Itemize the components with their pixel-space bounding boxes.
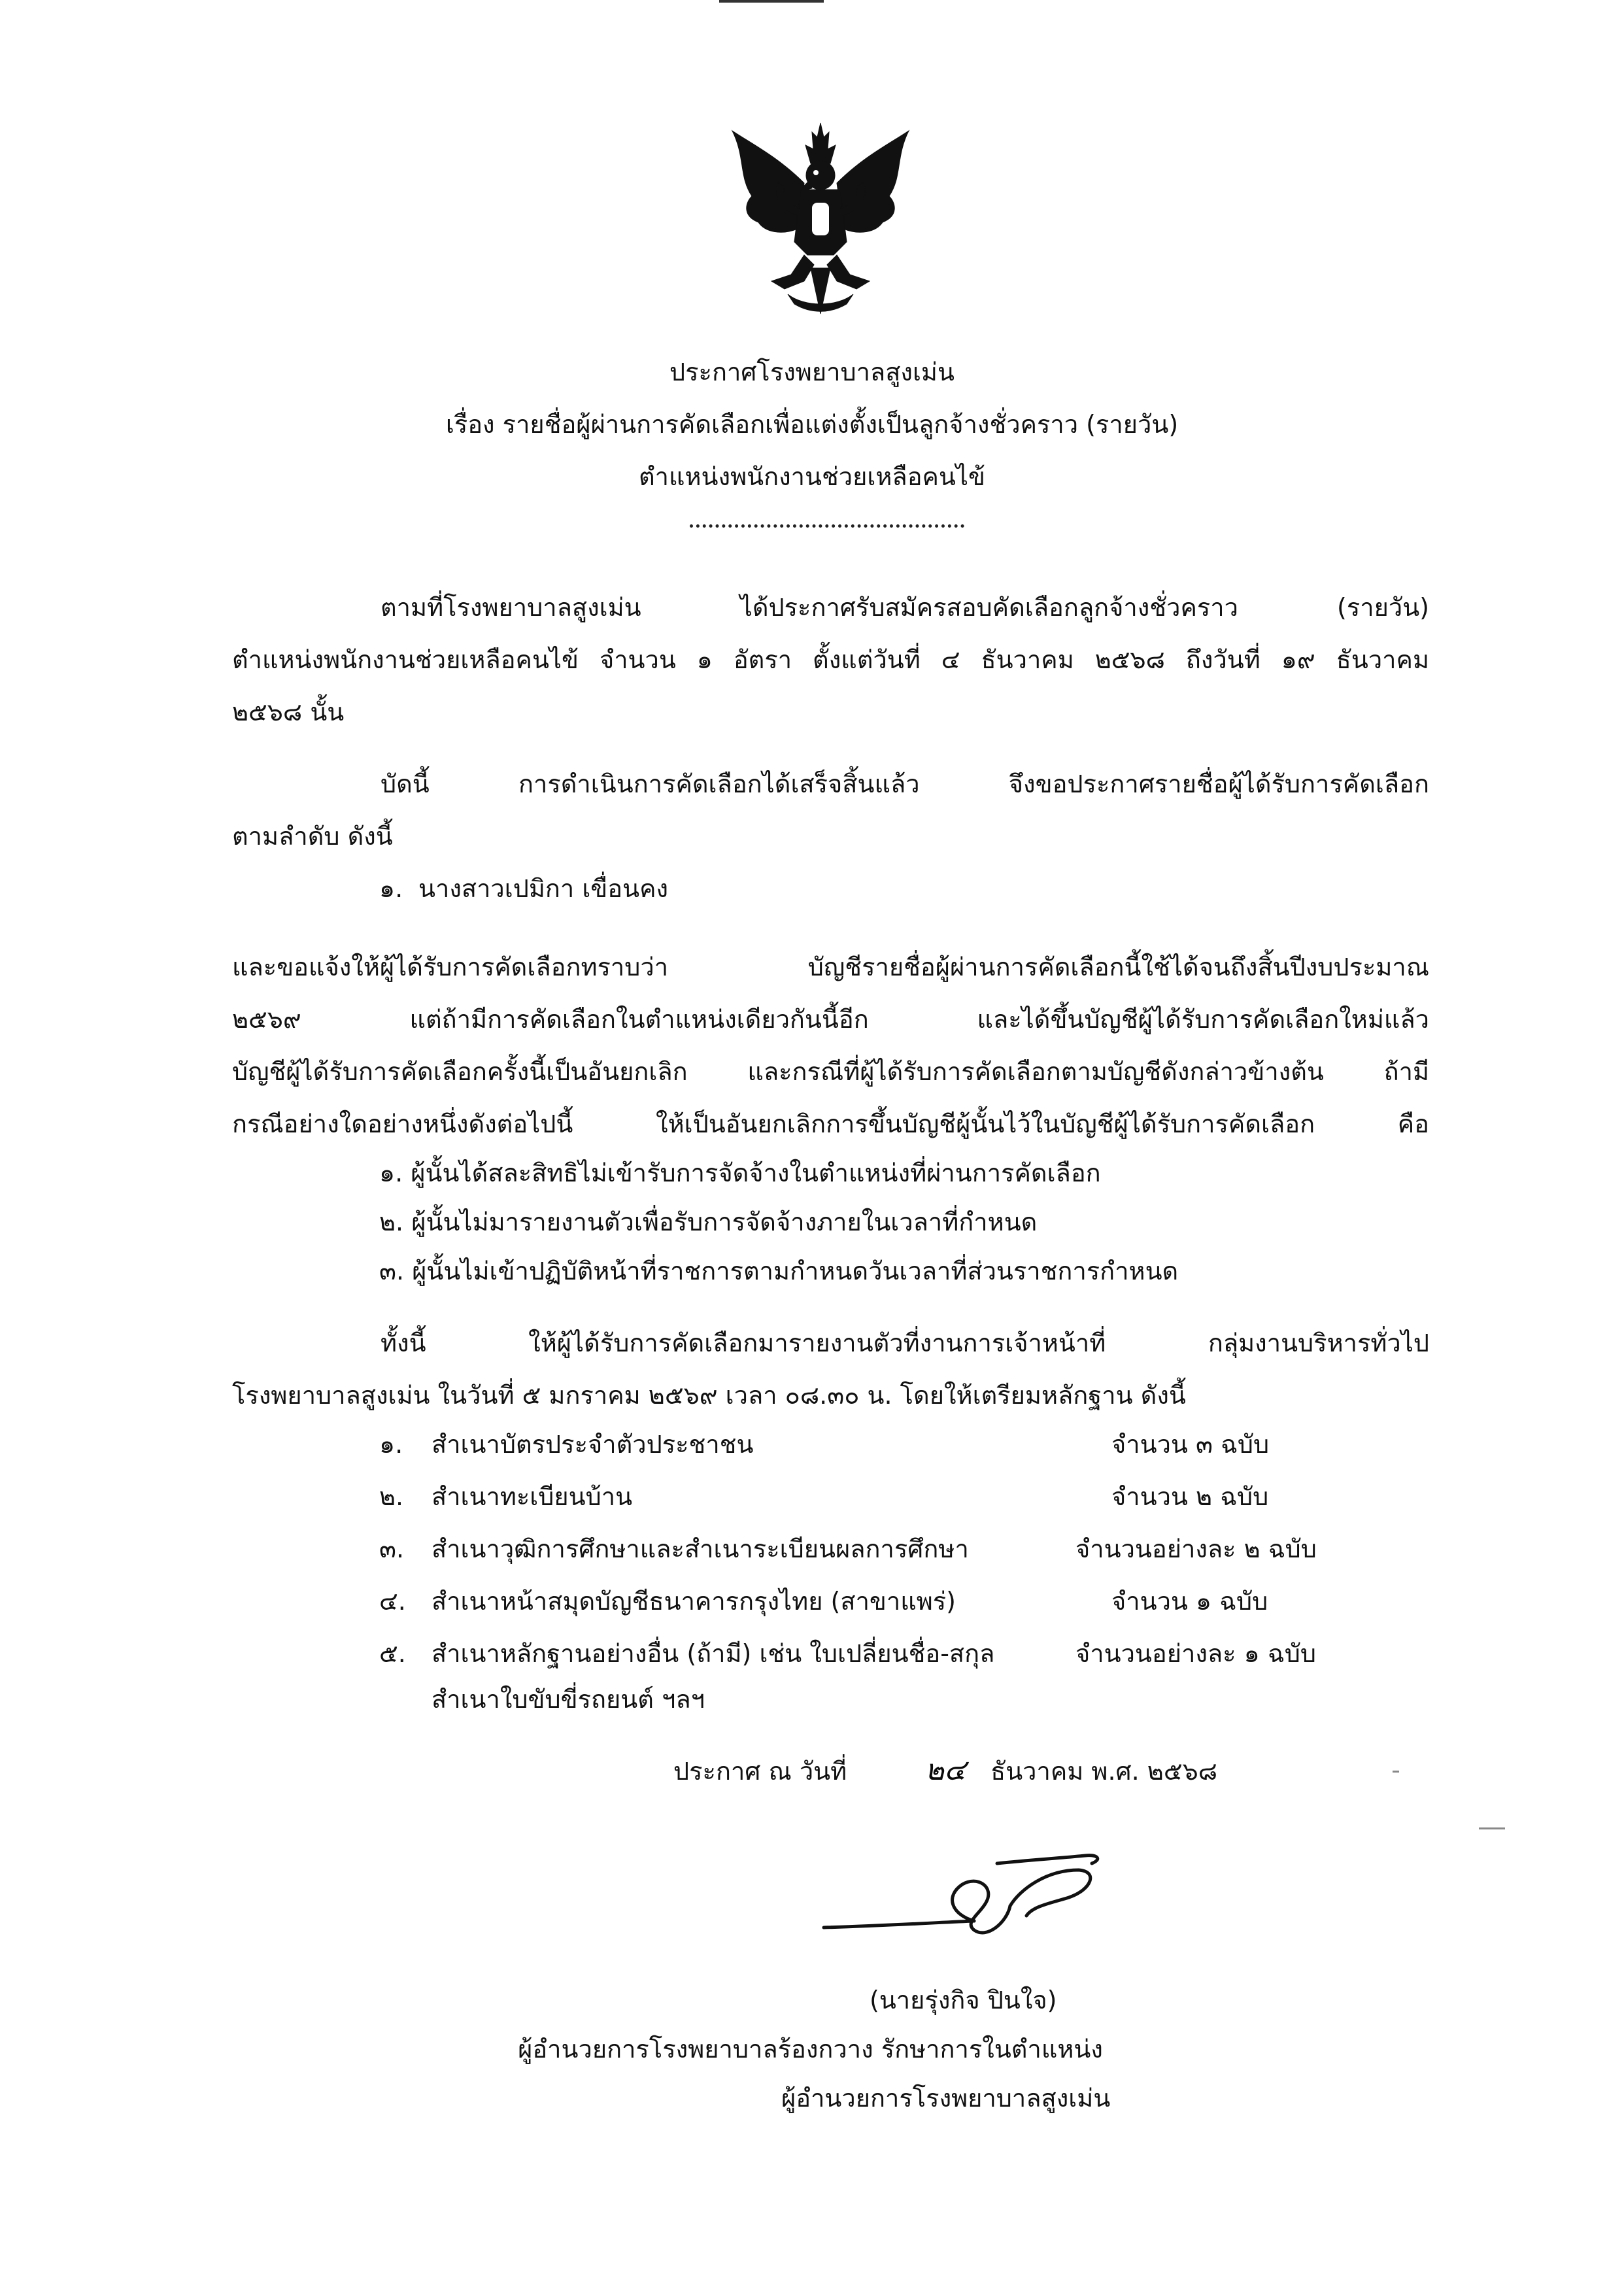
- announce-month-year: ธันวาคม พ.ศ. ๒๕๖๘: [990, 1757, 1218, 1786]
- para1-line1: ตามที่โรงพยาบาลสูงเม่น ได้ประกาศรับสมัครสอบคัดเลือกลูกจ้างชั่วคราว (รายวัน): [381, 593, 1429, 622]
- para3-line2: ๒๕๖๙ แต่ถ้ามีการคัดเลือกในตำแหน่งเดียวกันนี้อีก และได้ขึ้นบัญชีผู้ได้รับการคัดเลือกใหม่แล้ว: [232, 1005, 1429, 1034]
- para2-line2: ตามลำดับ ดังนี้: [232, 822, 393, 851]
- announce-day: ๒๔: [925, 1754, 966, 1787]
- document-item: สำเนาวุฒิการศึกษาและสำเนาระเบียนผลการศึกษา: [431, 1535, 969, 1563]
- announcement-heading: ประกาศโรงพยาบาลสูงเม่น: [669, 358, 955, 386]
- document-number: ๑.: [379, 1430, 403, 1459]
- document-number: ๔.: [379, 1587, 406, 1616]
- para3-line1: และขอแจ้งให้ผู้ได้รับการคัดเลือกทราบว่า บัญชีรายชื่อผู้ผ่านการคัดเลือกนี้ใช้ได้จนถึงสิ้นปีงบประมาณ: [232, 953, 1429, 981]
- dotted-separator: [690, 524, 964, 528]
- document-quantity: จำนวน ๓ ฉบับ: [1111, 1430, 1270, 1459]
- condition-item: ๑. ผู้นั้นได้สละสิทธิไม่เข้ารับการจัดจ้างในตำแหน่งที่ผ่านการคัดเลือก: [379, 1159, 1101, 1187]
- garuda-emblem-icon: [726, 118, 915, 327]
- document-quantity: จำนวน ๑ ฉบับ: [1111, 1587, 1268, 1616]
- handwritten-signature: [811, 1844, 1111, 1955]
- signatory-title-1: ผู้อำนวยการโรงพยาบาลร้องกวาง รักษาการในตำแหน่ง: [518, 2035, 1103, 2064]
- document-item: สำเนาหน้าสมุดบัญชีธนาคารกรุงไทย (สาขาแพร่): [431, 1587, 956, 1616]
- condition-item: ๒. ผู้นั้นไม่มารายงานตัวเพื่อรับการจัดจ้างภายในเวลาที่กำหนด: [379, 1208, 1038, 1236]
- subject-line: เรื่อง รายชื่อผู้ผ่านการคัดเลือกเพื่อแต่งตั้งเป็นลูกจ้างชั่วคราว (รายวัน): [445, 410, 1179, 439]
- para3-line3: บัญชีผู้ได้รับการคัดเลือกครั้งนี้เป็นอันยกเลิก และกรณีที่ผู้ได้รับการคัดเลือกตามบัญชีดังกล่าวข้างต้น ถ้ามี: [232, 1057, 1429, 1086]
- selected-name: นางสาวเปมิกา เขื่อนคง: [418, 874, 669, 903]
- document-item: สำเนาทะเบียนบ้าน: [431, 1482, 633, 1511]
- selected-number: ๑.: [379, 874, 403, 903]
- signatory-title-2: ผู้อำนวยการโรงพยาบาลสูงเม่น: [781, 2084, 1111, 2113]
- document-item-continued: สำเนาใบขับขี่รถยนต์ ฯลฯ: [431, 1685, 705, 1714]
- document-number: ๓.: [379, 1535, 405, 1563]
- announce-prefix: ประกาศ ณ วันที่: [673, 1757, 847, 1786]
- document-item: สำเนาหลักฐานอย่างอื่น (ถ้ามี) เช่น ใบเปลี่ยนชื่อ-สกุล: [431, 1639, 995, 1668]
- para1-line3: ๒๕๖๘ นั้น: [232, 698, 345, 726]
- document-item: สำเนาบัตรประจำตัวประชาชน: [431, 1430, 754, 1459]
- para3-line4: กรณีอย่างใดอย่างหนึ่งดังต่อไปนี้ ให้เป็นอันยกเลิกการขึ้นบัญชีผู้นั้นไว้ในบัญชีผู้ได้รับการคัดเลือก คือ: [232, 1110, 1429, 1138]
- signatory-name: (นายรุ่งกิจ ปินใจ): [870, 1986, 1057, 2014]
- document-quantity: จำนวนอย่างละ ๑ ฉบับ: [1075, 1639, 1316, 1668]
- condition-item: ๓. ผู้นั้นไม่เข้าปฏิบัติหน้าที่ราชการตามกำหนดวันเวลาที่ส่วนราชการกำหนด: [379, 1257, 1179, 1285]
- document-number: ๒.: [379, 1482, 404, 1511]
- para1-line2: ตำแหน่งพนักงานช่วยเหลือคนไข้ จำนวน ๑ อัตรา ตั้งแต่วันที่ ๔ ธันวาคม ๒๕๖๘ ถึงวันที่ ๑๙ ธันวาคม: [232, 645, 1429, 674]
- scan-mark: [1393, 1771, 1399, 1773]
- document-quantity: จำนวน ๒ ฉบับ: [1111, 1482, 1269, 1511]
- para4-line1: ทั้งนี้ ให้ผู้ได้รับการคัดเลือกมารายงานตัวที่งานการเจ้าหน้าที่ กลุ่มงานบริหารทั่วไป: [381, 1329, 1429, 1357]
- document-number: ๕.: [379, 1639, 406, 1668]
- scan-mark: [1479, 1827, 1505, 1829]
- para4-line2: โรงพยาบาลสูงเม่น ในวันที่ ๕ มกราคม ๒๕๖๙ เวลา ๐๘.๓๐ น. โดยให้เตรียมหลักฐาน ดังนี้: [232, 1381, 1186, 1410]
- para2-line1: บัดนี้ การดำเนินการคัดเลือกได้เสร็จสิ้นแล้ว จึงขอประกาศรายชื่อผู้ได้รับการคัดเลือก: [381, 770, 1429, 798]
- position-line: ตำแหน่งพนักงานช่วยเหลือคนไข้: [638, 462, 985, 491]
- top-edge-mark: [719, 0, 824, 3]
- document-quantity: จำนวนอย่างละ ๒ ฉบับ: [1075, 1535, 1317, 1563]
